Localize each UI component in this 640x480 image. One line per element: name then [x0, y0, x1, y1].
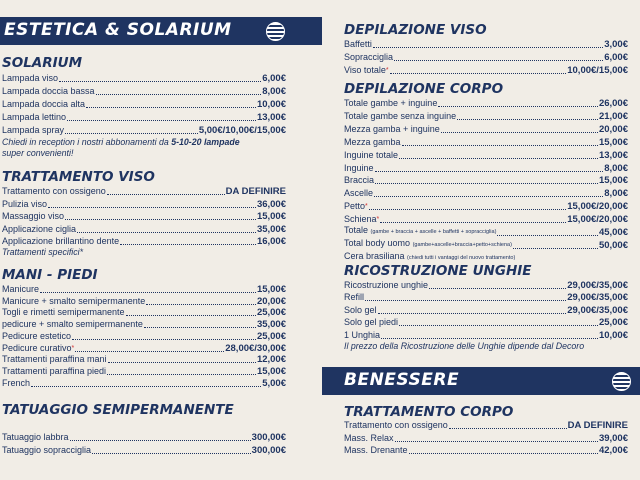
item-name: Pulizia viso	[2, 198, 48, 209]
item-price: 39,00€	[598, 432, 628, 444]
item-price: 29,00€/35,00€	[567, 292, 628, 304]
item-name: Total body uomo	[344, 237, 411, 248]
item-name: Refill	[344, 292, 365, 303]
price-row	[344, 279, 628, 291]
estetica-banner	[0, 17, 322, 45]
dot-leader	[402, 144, 598, 146]
section-title-solarium: SOLARIUM	[2, 55, 83, 71]
ricostruzione-note: Il prezzo della Ricostruzione delle Unghie dipende dal Decoro	[344, 341, 585, 351]
item-price: 29,00€/35,00€	[567, 280, 628, 291]
price-row	[344, 97, 628, 109]
dot-leader	[375, 170, 604, 172]
price-row	[2, 318, 286, 330]
price-row	[344, 51, 628, 63]
dot-leader	[126, 314, 256, 316]
item-price: 25,00€	[598, 317, 628, 329]
price-row	[2, 223, 286, 235]
item-price: 20,00€	[256, 295, 286, 307]
price-row	[344, 419, 628, 431]
item-name: Tatuaggio sopracciglia	[2, 445, 92, 455]
price-row	[2, 342, 286, 354]
item-price: 16,00€	[256, 236, 286, 248]
price-row	[344, 226, 628, 238]
item-price: 50,00€	[598, 239, 628, 251]
section-title-tatuaggio: TATUAGGIO SEMIPERMANENTE	[2, 402, 234, 418]
price-row	[344, 252, 628, 264]
price-row	[344, 162, 628, 174]
dot-leader	[399, 324, 598, 326]
price-row	[344, 213, 628, 225]
dot-leader	[67, 119, 256, 121]
item-name: Braccia	[344, 175, 375, 186]
item-price: 15,00€	[598, 136, 628, 148]
price-row	[2, 72, 286, 84]
item-price: 300,00€	[251, 432, 286, 443]
item-price: 13,00€	[256, 112, 286, 123]
striped-sun-icon	[266, 22, 285, 41]
item-price: 300,00€	[251, 445, 286, 456]
dot-leader	[378, 312, 567, 314]
dot-leader	[65, 132, 198, 134]
item-name: Mezza gamba	[344, 136, 401, 147]
dot-leader	[70, 439, 251, 441]
dot-leader	[390, 72, 567, 74]
item-name: Togli e rimetti semipermanente	[2, 307, 125, 318]
item-price: 15,00€	[256, 211, 286, 223]
item-price: 15,00€/20,00€	[567, 214, 628, 226]
price-row	[344, 444, 628, 456]
price-row	[344, 187, 628, 199]
item-price: 3,00€	[604, 39, 628, 50]
item-name: Baffetti	[344, 39, 372, 49]
section-title-depilazione-viso: DEPILAZIONE VISO	[344, 22, 487, 38]
dot-leader	[65, 218, 256, 220]
price-row	[344, 110, 628, 122]
dot-leader	[497, 234, 598, 236]
dot-leader	[438, 105, 598, 107]
dot-leader	[409, 452, 598, 454]
price-row	[344, 432, 628, 444]
solarium-note: Chiedi in reception i nostri abbonamenti da 5-10-20 lampade super convenienti!	[2, 137, 240, 158]
dot-leader	[513, 247, 598, 249]
item-price: 10,00€/15,00€	[567, 65, 628, 76]
dot-leader	[120, 243, 256, 245]
item-price: 20,00€	[598, 123, 628, 135]
item-price: 45,00€	[598, 227, 628, 238]
item-price: 21,00€	[598, 110, 628, 122]
benessere-banner	[322, 367, 640, 395]
item-name: Lampada spray	[2, 125, 65, 135]
item-price: 8,00€	[604, 188, 628, 200]
item-name: Schiena	[344, 214, 377, 225]
item-price: 6,00€	[262, 73, 286, 84]
item-price: DA DEFINIRE	[567, 420, 628, 431]
section-title-trattamento-viso: TRATTAMENTO VISO	[2, 169, 155, 185]
section-title-mani-piedi: MANI - PIEDI	[2, 267, 98, 283]
dot-leader	[429, 287, 566, 289]
item-name: Ricostruzione unghie	[344, 280, 429, 290]
item-name: Pedicure curativo	[2, 342, 72, 353]
dot-leader	[72, 338, 256, 340]
item-price: 36,00€	[256, 198, 286, 210]
price-row	[2, 185, 286, 197]
dot-leader	[457, 118, 598, 120]
price-row	[2, 295, 286, 307]
item-name: Manicure + smalto semipermanente	[2, 295, 146, 306]
item-detail: (gambe + braccia + ascelle + baffetti + sopracciglia)	[370, 229, 497, 235]
item-name: Solo gel	[344, 304, 377, 315]
item-name: French	[2, 377, 31, 388]
dot-leader	[107, 373, 256, 375]
item-price: 12,00€	[256, 354, 286, 366]
item-name: Lampada lettino	[2, 112, 67, 122]
item-name: Solo gel piedi	[344, 317, 399, 328]
item-price: 28,00€/30,00€	[225, 342, 286, 354]
section-title-depilazione-corpo: DEPILAZIONE CORPO	[344, 81, 504, 97]
price-row	[2, 330, 286, 342]
item-price: 8,00€	[262, 86, 286, 97]
item-price: 15,00€	[256, 284, 286, 295]
dot-leader	[108, 361, 256, 363]
item-price: 35,00€	[256, 319, 286, 331]
item-price: 10,00€	[256, 99, 286, 110]
price-row	[344, 200, 628, 212]
dot-leader	[31, 385, 261, 387]
dot-leader	[365, 299, 566, 301]
item-name: Sopracciglia	[344, 52, 394, 62]
price-row	[2, 235, 286, 247]
section-title-trattamento-corpo: TRATTAMENTO CORPO	[344, 404, 514, 420]
price-row	[2, 444, 286, 456]
dot-leader	[374, 195, 603, 197]
dot-leader	[75, 350, 224, 352]
item-name: Lampada doccia bassa	[2, 86, 95, 96]
price-row	[2, 431, 286, 443]
banner-title: ESTETICA & SOLARIUM	[4, 20, 232, 40]
price-row	[344, 291, 628, 303]
price-row	[2, 124, 286, 136]
item-name: Massaggio viso	[2, 211, 65, 222]
item-price: 15,00€	[598, 175, 628, 187]
dot-leader	[59, 80, 261, 82]
item-name: Totale	[344, 225, 369, 235]
item-price: 6,00€	[604, 52, 628, 63]
price-row	[2, 377, 286, 389]
viso-note: Trattamenti specifici*	[2, 247, 83, 257]
dot-leader	[441, 131, 598, 133]
dot-leader	[48, 206, 256, 208]
item-name: Trattamento con ossigeno	[344, 420, 448, 430]
banner-title: BENESSERE	[344, 370, 460, 390]
item-name: Inguine totale	[344, 149, 399, 160]
item-name: Totale gambe senza inguine	[344, 110, 457, 121]
item-name: Tatuaggio labbra	[2, 432, 69, 442]
item-price: 15,00€	[256, 365, 286, 377]
price-row	[344, 149, 628, 161]
item-name: Mezza gamba + inguine	[344, 123, 440, 134]
asterisk-mark: *	[385, 67, 389, 74]
dot-leader	[516, 261, 627, 262]
item-price: 8,00€	[604, 162, 628, 174]
item-name: Trattamenti paraffina piedi	[2, 365, 107, 376]
item-name: Mass. Drenante	[344, 445, 408, 456]
dot-leader	[399, 157, 598, 159]
item-price: 10,00€	[598, 329, 628, 341]
item-name: Mass. Relax	[344, 432, 394, 443]
item-name: Petto	[344, 201, 366, 212]
dot-leader	[146, 303, 256, 305]
item-name: Pedicure estetico	[2, 330, 72, 341]
item-name: Cera brasiliana	[344, 250, 405, 261]
dot-leader	[40, 291, 256, 293]
dot-leader	[144, 326, 256, 328]
item-name: Ascelle	[344, 188, 374, 199]
item-price: 35,00€	[256, 223, 286, 235]
dot-leader	[375, 182, 598, 184]
price-row	[2, 111, 286, 123]
price-row	[2, 306, 286, 318]
item-name: Trattamenti paraffina mani	[2, 354, 107, 365]
item-name: Inguine	[344, 162, 374, 173]
dot-leader	[96, 93, 262, 95]
asterisk-mark: *	[376, 216, 380, 224]
price-row	[344, 239, 628, 251]
price-row	[344, 64, 628, 76]
item-price: 15,00€/20,00€	[567, 201, 628, 213]
item-name: Applicazione brillantino dente	[2, 236, 120, 247]
section-title-ricostruzione-unghie: RICOSTRUZIONE UNGHIE	[344, 263, 532, 279]
item-name: Manicure	[2, 284, 40, 294]
item-price: 42,00€	[598, 445, 628, 457]
dot-leader	[381, 337, 598, 339]
price-row	[344, 136, 628, 148]
item-name: Applicazione ciglia	[2, 223, 77, 234]
item-name: pedicure + smalto semipermanente	[2, 319, 143, 330]
item-name: Totale gambe + inguine	[344, 98, 438, 108]
price-row	[344, 123, 628, 135]
dot-leader	[380, 221, 566, 223]
dot-leader	[373, 46, 603, 48]
price-row	[344, 304, 628, 316]
item-name: Trattamento con ossigeno	[2, 186, 106, 196]
price-row	[344, 316, 628, 328]
price-row	[2, 198, 286, 210]
asterisk-mark: *	[365, 203, 368, 211]
price-row	[344, 38, 628, 50]
item-name: Lampada doccia alta	[2, 99, 86, 109]
dot-leader	[107, 193, 225, 195]
asterisk-mark: *	[71, 344, 75, 352]
dot-leader	[449, 427, 567, 429]
dot-leader	[92, 452, 251, 454]
item-detail: (gambe+ascelle+braccia+petto+schiena)	[412, 241, 512, 248]
dot-leader	[394, 59, 603, 61]
price-row	[2, 353, 286, 365]
price-row	[2, 365, 286, 377]
price-row	[2, 98, 286, 110]
item-price: 25,00€	[256, 330, 286, 342]
item-price: 29,00€/35,00€	[567, 304, 628, 316]
price-row	[344, 329, 628, 341]
item-price: 5,00€/10,00€/15,00€	[198, 125, 286, 136]
dot-leader	[369, 208, 566, 210]
item-detail: (chiedi tutti i vantaggi del nuovo trattamento)	[407, 254, 516, 261]
price-row	[344, 174, 628, 186]
item-price: 13,00€	[598, 149, 628, 161]
striped-sun-icon	[612, 372, 631, 391]
dot-leader	[86, 106, 256, 108]
item-name: Viso totale	[344, 65, 386, 75]
dot-leader	[77, 231, 256, 233]
item-price: 5,00€	[262, 377, 286, 389]
item-price: 26,00€	[598, 98, 628, 109]
item-name: Lampada viso	[2, 73, 59, 83]
price-row	[2, 283, 286, 295]
dot-leader	[395, 440, 598, 442]
price-row	[2, 210, 286, 222]
item-name: 1 Unghia	[344, 329, 381, 340]
item-price: 25,00€	[256, 307, 286, 319]
item-price: DA DEFINIRE	[225, 186, 286, 197]
price-row	[2, 85, 286, 97]
